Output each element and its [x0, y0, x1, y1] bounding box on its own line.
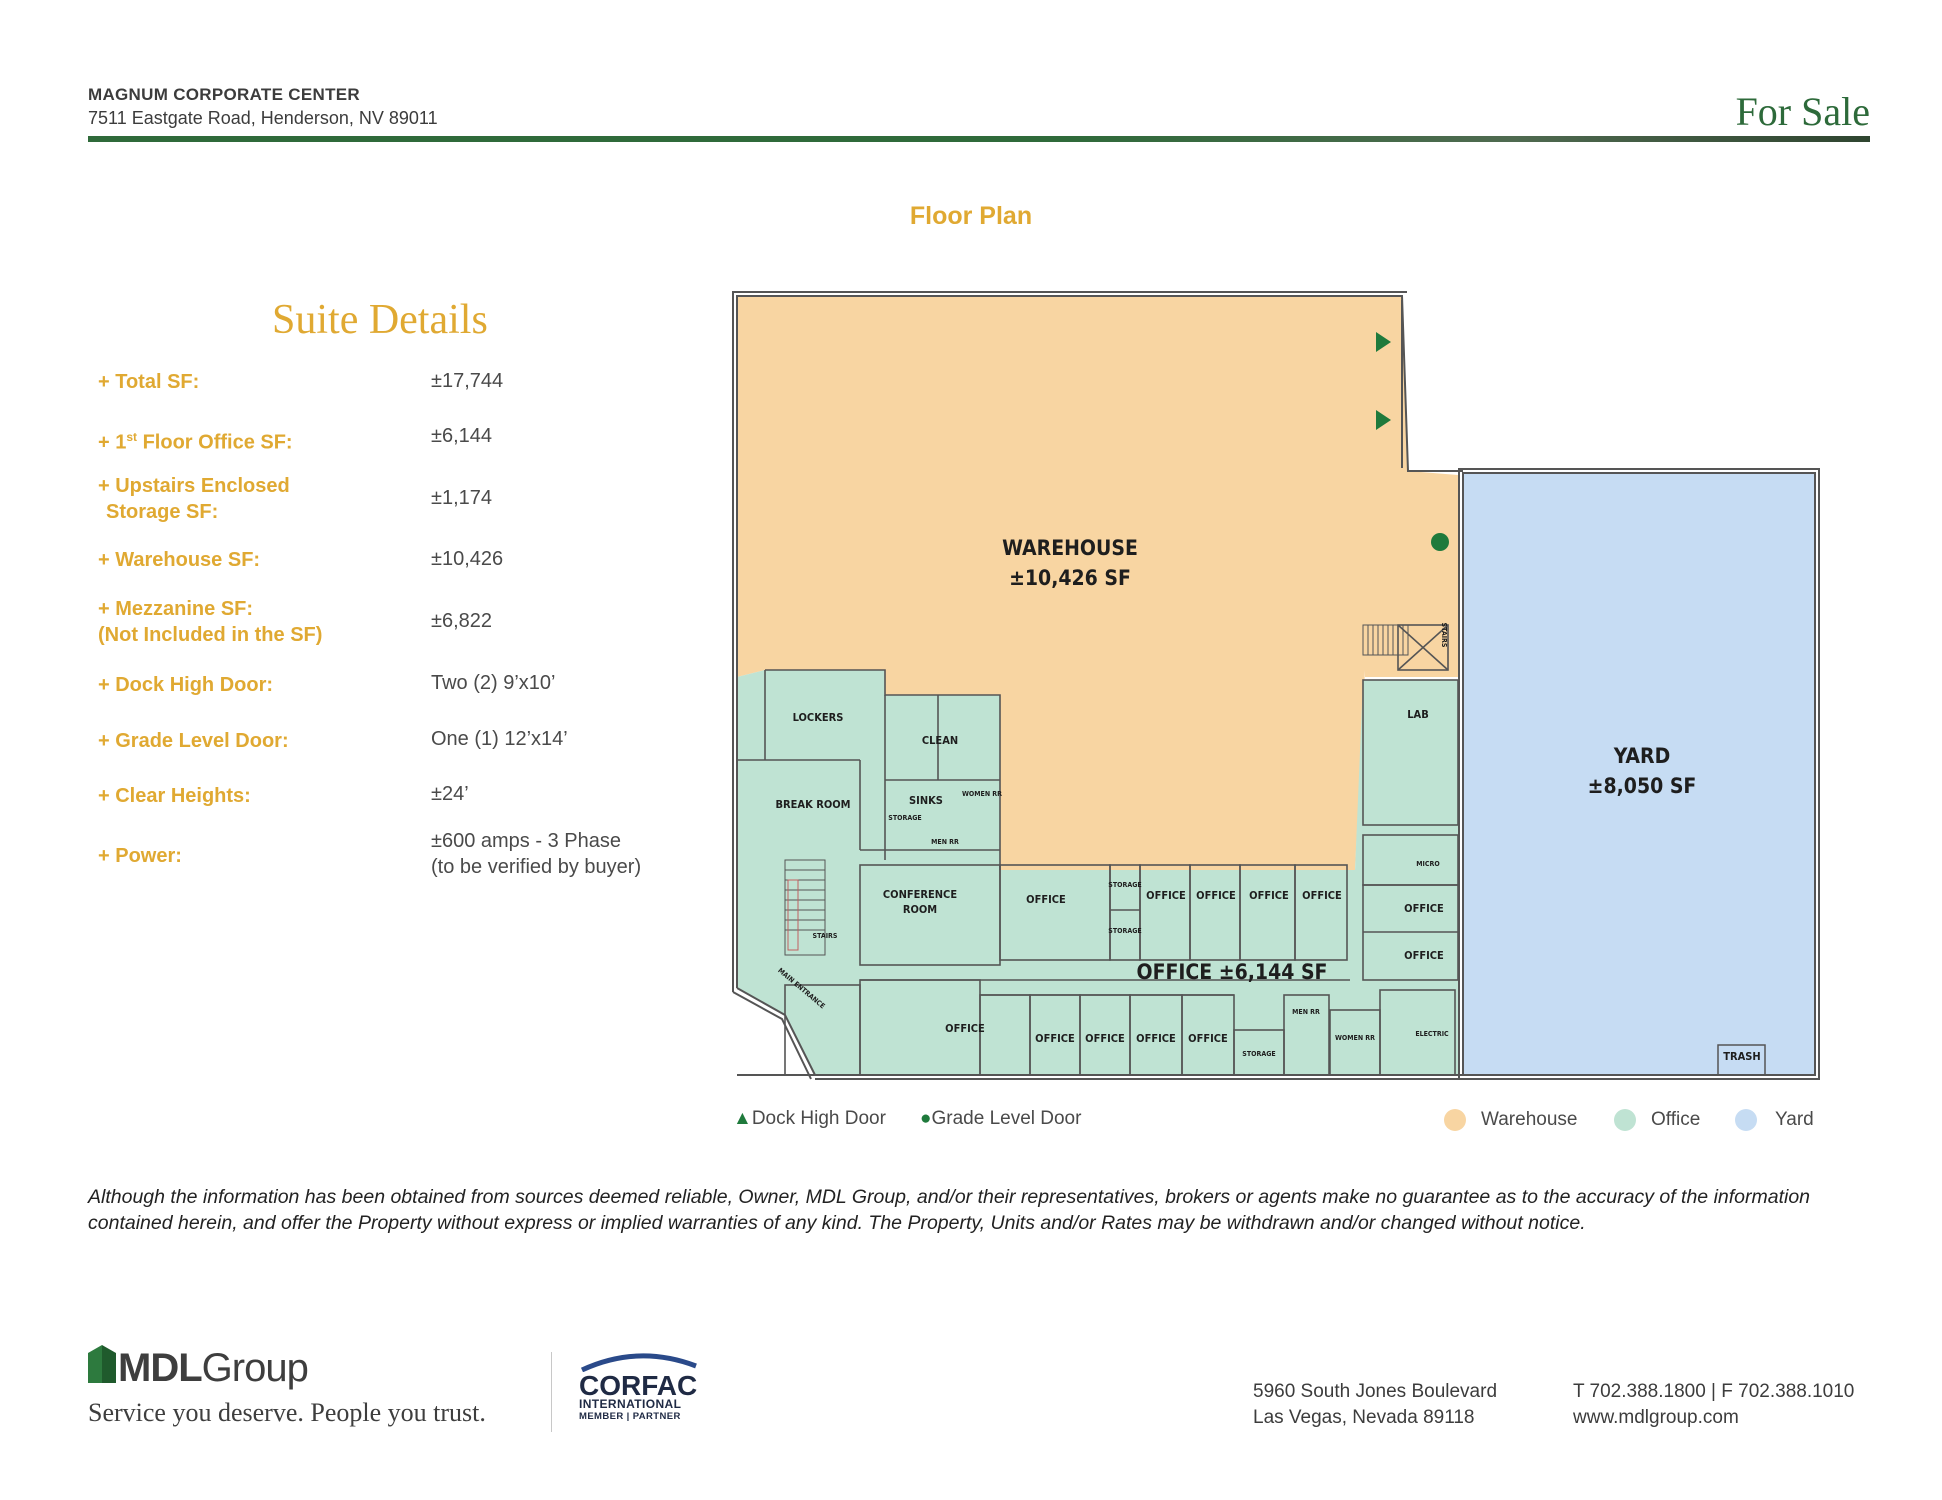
legal-disclaimer: Although the information has been obtained from sources deemed reliable, Owner, MDL Group, and/or their representatives, brokers or agents make no guarantee as to the accuracy of the information contained herein, and offer the Property without express or implied warranties of any kind. The Property, Units and/or Rates may be withdrawn and/or changed without notice. — [88, 1186, 1811, 1234]
property-name: MAGNUM CORPORATE CENTER — [88, 85, 360, 104]
mdl-group-logo: MDLGroup — [118, 1346, 308, 1390]
room-office-j: OFFICE — [1085, 1032, 1125, 1045]
room-clean: CLEAN — [921, 734, 959, 747]
property-address: 7511 Eastgate Road, Henderson, NV 89011 — [88, 108, 438, 128]
footer-divider — [551, 1352, 552, 1432]
room-office-h: OFFICE — [945, 1022, 985, 1035]
dock-door-legend: ▲Dock High Door — [733, 1108, 886, 1129]
room-office-b: OFFICE — [1146, 889, 1186, 902]
room-office-i: OFFICE — [1035, 1032, 1075, 1045]
detail-label-office-sf: + 1st Floor Office SF: — [98, 430, 293, 454]
detail-label-clear-heights: + Clear Heights: — [98, 785, 251, 807]
floor-plan — [730, 290, 1830, 1090]
detail-value-storage-sf: ±1,174 — [431, 487, 493, 509]
grade-door-marker — [1431, 533, 1449, 551]
room-sinks: SINKS — [909, 794, 943, 807]
office-address: 5960 South Jones Boulevard Las Vegas, Nevada 89118 — [1253, 1381, 1498, 1428]
detail-value-power: ±600 amps - 3 Phase (to be verified by buyer) — [431, 830, 642, 878]
warehouse-legend-swatch — [1444, 1109, 1466, 1131]
contact-info — [1573, 1379, 1854, 1431]
detail-value-dock-door: Two (2) 9’x10’ — [431, 672, 556, 694]
office-area-label: OFFICE ±6,144 SF — [1136, 960, 1328, 984]
room-conference-2: ROOM — [902, 903, 938, 916]
dock-door-legend-icon: ▲ — [733, 1108, 752, 1129]
room-electric: ELECTRIC — [1415, 1030, 1449, 1038]
room-women-rr: WOMEN RR — [1334, 1034, 1376, 1042]
office-legend-swatch — [1614, 1109, 1636, 1131]
room-trash: TRASH — [1723, 1050, 1761, 1063]
detail-value-clear-heights: ±24’ — [431, 783, 469, 805]
mdl-logo-mark — [88, 1345, 118, 1383]
suite-details-title: Suite Details — [272, 297, 488, 343]
room-storage-small: STORAGE — [888, 814, 922, 822]
room-men-rr: MEN RR — [1292, 1008, 1320, 1016]
room-office-d: OFFICE — [1249, 889, 1289, 902]
corfac-member-partner: MEMBER | PARTNER — [579, 1411, 681, 1422]
room-office-a: OFFICE — [1026, 893, 1066, 906]
yard-label: YARD — [1613, 744, 1671, 768]
detail-label-total-sf: + Total SF: — [98, 371, 200, 393]
room-micro: MICRO — [1416, 860, 1440, 868]
room-storage-a: STORAGE — [1108, 881, 1142, 889]
room-office-f: OFFICE — [1404, 902, 1444, 915]
header-divider — [88, 136, 1870, 142]
room-men-rr-small: MEN RR — [931, 838, 959, 846]
detail-value-mezzanine-sf: ±6,822 — [431, 610, 493, 632]
detail-label-storage-sf: + Upstairs Enclosed Storage SF: — [98, 475, 290, 523]
room-stairs-right: STAIRS — [1440, 622, 1448, 648]
yard-sf-label: ±8,050 SF — [1587, 774, 1697, 798]
grade-door-legend-icon: ● — [920, 1108, 932, 1129]
warehouse-label: WAREHOUSE — [1002, 536, 1138, 560]
floor-plan-title: Floor Plan — [909, 202, 1033, 230]
room-lockers: LOCKERS — [792, 711, 844, 724]
warehouse-sf-label: ±10,426 SF — [1009, 566, 1131, 590]
room-stairs-left: STAIRS — [812, 932, 838, 940]
yard-legend-label: Yard — [1775, 1109, 1814, 1130]
mdl-tagline: Service you deserve. People you trust. — [88, 1398, 486, 1427]
room-office-e: OFFICE — [1302, 889, 1342, 902]
office-legend-label: Office — [1651, 1109, 1701, 1130]
room-main-entrance: MAIN ENTRANCE — [776, 966, 827, 1011]
detail-label-mezzanine-sf: + Mezzanine SF: (Not Included in the SF) — [98, 598, 323, 646]
listing-status: For Sale — [1735, 89, 1870, 134]
corfac-swoosh-icon — [578, 1350, 700, 1372]
detail-label-power: + Power: — [98, 845, 182, 867]
room-office-k: OFFICE — [1136, 1032, 1176, 1045]
detail-value-office-sf: ±6,144 — [431, 425, 493, 447]
room-office-l: OFFICE — [1188, 1032, 1228, 1045]
room-break-room: BREAK ROOM — [775, 798, 851, 811]
room-office-g: OFFICE — [1404, 949, 1444, 962]
detail-label-dock-door: + Dock High Door: — [98, 674, 274, 696]
room-storage-c: STORAGE — [1242, 1050, 1276, 1058]
detail-label-warehouse-sf: + Warehouse SF: — [98, 549, 261, 571]
room-conference-1: CONFERENCE — [882, 888, 958, 901]
corfac-subtitle: INTERNATIONAL — [579, 1397, 682, 1411]
detail-value-total-sf: ±17,744 — [431, 370, 504, 392]
detail-value-grade-door: One (1) 12’x14’ — [431, 728, 568, 750]
website-link[interactable]: www.mdlgroup.com — [1573, 1407, 1739, 1428]
detail-value-warehouse-sf: ±10,426 — [431, 548, 504, 570]
room-women-rr-small: WOMEN RR — [961, 790, 1003, 798]
warehouse-legend-label: Warehouse — [1481, 1109, 1578, 1130]
room-office-c: OFFICE — [1196, 889, 1236, 902]
room-storage-b: STORAGE — [1108, 927, 1142, 935]
phone-fax: T 702.388.1800 | F 702.388.1010 — [1573, 1381, 1855, 1402]
grade-door-legend: ●Grade Level Door — [920, 1108, 1082, 1129]
detail-label-grade-door: + Grade Level Door: — [98, 730, 289, 752]
room-lab: LAB — [1407, 708, 1429, 721]
yard-legend-swatch — [1735, 1109, 1757, 1131]
corfac-logo: CORFAC — [579, 1370, 698, 1401]
